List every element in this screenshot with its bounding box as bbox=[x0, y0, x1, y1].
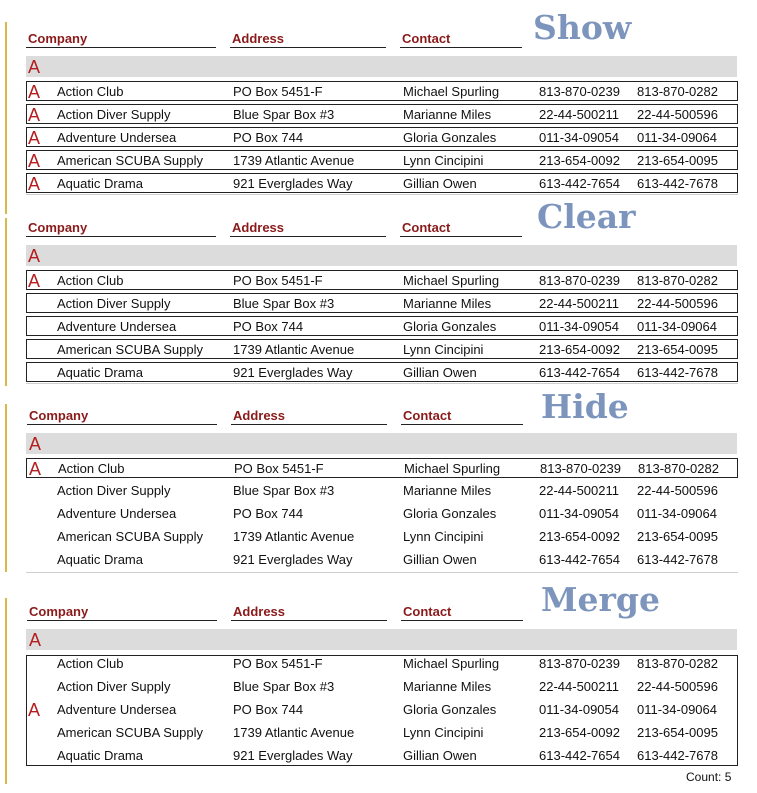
group-letter: A bbox=[29, 630, 42, 650]
table-row bbox=[26, 104, 738, 124]
address-cell: 1739 Atlantic Avenue bbox=[233, 342, 355, 357]
address-cell: PO Box 744 bbox=[233, 130, 304, 145]
company-cell: American SCUBA Supply bbox=[57, 153, 203, 168]
company-cell: Action Club bbox=[57, 84, 124, 99]
group-header-band bbox=[26, 56, 737, 77]
address-cell: 921 Everglades Way bbox=[233, 176, 353, 191]
company-cell: Aquatic Drama bbox=[57, 552, 143, 567]
contact-cell: Gloria Gonzales bbox=[403, 130, 497, 145]
contact-cell: Michael Spurling bbox=[403, 656, 500, 671]
phone-cell: 011-34-09054 bbox=[539, 130, 619, 145]
fax-cell: 213-654-0095 bbox=[637, 342, 718, 357]
company-cell: Aquatic Drama bbox=[57, 176, 143, 191]
fax-cell: 011-34-09064 bbox=[637, 702, 717, 717]
header-underline bbox=[26, 236, 216, 237]
contact-cell: Gillian Owen bbox=[403, 552, 477, 567]
table-row bbox=[26, 293, 738, 313]
phone-cell: 613-442-7654 bbox=[539, 365, 620, 380]
address-cell: Blue Spar Box #3 bbox=[233, 107, 335, 122]
fax-cell: 813-870-0282 bbox=[638, 461, 719, 476]
contact-cell: Gillian Owen bbox=[403, 748, 477, 763]
group-letter: A bbox=[28, 57, 41, 77]
fax-cell: 213-654-0095 bbox=[637, 153, 718, 168]
phone-cell: 213-654-0092 bbox=[539, 153, 620, 168]
fax-cell: 22-44-500596 bbox=[637, 483, 718, 498]
address-cell: Blue Spar Box #3 bbox=[233, 296, 335, 311]
header-underline bbox=[400, 47, 522, 48]
table-row bbox=[26, 700, 738, 720]
address-cell: PO Box 744 bbox=[233, 702, 304, 717]
contact-cell: Gloria Gonzales bbox=[403, 702, 497, 717]
address-cell: PO Box 744 bbox=[233, 319, 304, 334]
company-cell: American SCUBA Supply bbox=[57, 529, 203, 544]
report-section-show bbox=[0, 0, 757, 200]
phone-cell: 213-654-0092 bbox=[539, 529, 620, 544]
phone-cell: 813-870-0239 bbox=[539, 84, 620, 99]
contact-cell: Lynn Cincipini bbox=[403, 725, 484, 740]
table-row bbox=[26, 746, 738, 766]
section-title: Merge bbox=[541, 580, 660, 619]
section-title: Show bbox=[533, 8, 632, 47]
address-cell: 1739 Atlantic Avenue bbox=[233, 725, 355, 740]
header-underline bbox=[230, 47, 386, 48]
header-underline bbox=[27, 620, 217, 621]
contact-cell: Marianne Miles bbox=[403, 107, 492, 122]
table-row bbox=[26, 127, 738, 147]
company-cell: Adventure Undersea bbox=[57, 506, 177, 521]
contact-cell: Marianne Miles bbox=[403, 679, 492, 694]
column-header-address: Address bbox=[232, 220, 285, 235]
column-header-contact: Contact bbox=[403, 604, 452, 619]
row-group-letter: A bbox=[28, 700, 41, 720]
contact-cell: Michael Spurling bbox=[403, 84, 500, 99]
column-header-company: Company bbox=[28, 31, 88, 46]
group-letter: A bbox=[29, 434, 42, 454]
table-row bbox=[26, 504, 738, 524]
header-underline bbox=[401, 424, 523, 425]
phone-cell: 813-870-0239 bbox=[539, 273, 620, 288]
table-row bbox=[26, 677, 738, 697]
company-cell: Adventure Undersea bbox=[57, 319, 177, 334]
contact-cell: Lynn Cincipini bbox=[403, 529, 484, 544]
contact-cell: Michael Spurling bbox=[404, 461, 501, 476]
phone-cell: 613-442-7654 bbox=[539, 748, 620, 763]
table-row bbox=[26, 458, 738, 478]
table-row bbox=[26, 339, 738, 359]
contact-cell: Lynn Cincipini bbox=[403, 153, 484, 168]
company-cell: American SCUBA Supply bbox=[57, 725, 203, 740]
fax-cell: 613-442-7678 bbox=[637, 176, 718, 191]
column-header-contact: Contact bbox=[403, 408, 452, 423]
row-group-letter: A bbox=[28, 82, 41, 102]
phone-cell: 22-44-500211 bbox=[539, 483, 619, 498]
header-underline bbox=[27, 424, 217, 425]
column-header-address: Address bbox=[232, 31, 285, 46]
fax-cell: 213-654-0095 bbox=[637, 725, 718, 740]
table-row bbox=[26, 527, 738, 547]
contact-cell: Lynn Cincipini bbox=[403, 342, 484, 357]
company-cell: Aquatic Drama bbox=[57, 365, 143, 380]
header-underline bbox=[231, 424, 387, 425]
header-underline bbox=[231, 620, 387, 621]
company-cell: Aquatic Drama bbox=[57, 748, 143, 763]
row-group-letter: A bbox=[29, 459, 42, 479]
phone-cell: 813-870-0239 bbox=[539, 656, 620, 671]
address-cell: PO Box 5451-F bbox=[234, 461, 324, 476]
phone-cell: 213-654-0092 bbox=[539, 342, 620, 357]
address-cell: Blue Spar Box #3 bbox=[233, 483, 335, 498]
contact-cell: Marianne Miles bbox=[403, 296, 492, 311]
table-row bbox=[26, 723, 738, 743]
contact-cell: Gloria Gonzales bbox=[403, 319, 497, 334]
row-group-letter: A bbox=[28, 128, 41, 148]
phone-cell: 011-34-09054 bbox=[539, 506, 619, 521]
column-header-address: Address bbox=[233, 604, 286, 619]
contact-cell: Gillian Owen bbox=[403, 176, 477, 191]
column-header-contact: Contact bbox=[402, 31, 451, 46]
table-row bbox=[26, 270, 738, 290]
fax-cell: 813-870-0282 bbox=[637, 656, 718, 671]
fax-cell: 813-870-0282 bbox=[637, 273, 718, 288]
contact-cell: Gloria Gonzales bbox=[403, 506, 497, 521]
column-header-contact: Contact bbox=[402, 220, 451, 235]
fax-cell: 613-442-7678 bbox=[637, 748, 718, 763]
report-section-merge bbox=[0, 573, 757, 773]
phone-cell: 22-44-500211 bbox=[539, 679, 619, 694]
contact-cell: Gillian Owen bbox=[403, 365, 477, 380]
phone-cell: 22-44-500211 bbox=[539, 107, 619, 122]
fax-cell: 22-44-500596 bbox=[637, 679, 718, 694]
phone-cell: 011-34-09054 bbox=[539, 319, 619, 334]
company-cell: Action Diver Supply bbox=[57, 679, 171, 694]
company-cell: Action Diver Supply bbox=[57, 483, 171, 498]
company-cell: Adventure Undersea bbox=[57, 130, 177, 145]
fax-cell: 613-442-7678 bbox=[637, 552, 718, 567]
section-title: Clear bbox=[537, 197, 636, 236]
row-group-letter: A bbox=[28, 174, 41, 194]
fax-cell: 813-870-0282 bbox=[637, 84, 718, 99]
header-underline bbox=[400, 236, 522, 237]
contact-cell: Michael Spurling bbox=[403, 273, 500, 288]
fax-cell: 011-34-09064 bbox=[637, 506, 717, 521]
column-header-company: Company bbox=[29, 604, 89, 619]
phone-cell: 613-442-7654 bbox=[539, 552, 620, 567]
table-row bbox=[26, 150, 738, 170]
row-group-letter: A bbox=[28, 105, 41, 125]
column-header-company: Company bbox=[28, 220, 88, 235]
phone-cell: 613-442-7654 bbox=[539, 176, 620, 191]
address-cell: 1739 Atlantic Avenue bbox=[233, 153, 355, 168]
report-section-hide bbox=[0, 377, 757, 577]
table-row bbox=[26, 654, 738, 674]
report-section-clear bbox=[0, 189, 757, 389]
group-header-band bbox=[26, 245, 737, 266]
company-cell: Action Club bbox=[57, 273, 124, 288]
company-cell: American SCUBA Supply bbox=[57, 342, 203, 357]
header-underline bbox=[230, 236, 386, 237]
company-cell: Adventure Undersea bbox=[57, 702, 177, 717]
group-letter: A bbox=[28, 246, 41, 266]
group-header-band bbox=[26, 629, 737, 650]
fax-cell: 613-442-7678 bbox=[637, 365, 718, 380]
fax-cell: 011-34-09064 bbox=[637, 319, 717, 334]
company-cell: Action Club bbox=[57, 656, 124, 671]
fax-cell: 22-44-500596 bbox=[637, 107, 718, 122]
address-cell: 1739 Atlantic Avenue bbox=[233, 529, 355, 544]
row-group-letter: A bbox=[28, 151, 41, 171]
company-cell: Action Club bbox=[58, 461, 125, 476]
fax-cell: 011-34-09064 bbox=[637, 130, 717, 145]
fax-cell: 22-44-500596 bbox=[637, 296, 718, 311]
address-cell: PO Box 5451-F bbox=[233, 656, 323, 671]
address-cell: 921 Everglades Way bbox=[233, 748, 353, 763]
address-cell: Blue Spar Box #3 bbox=[233, 679, 335, 694]
group-header-band bbox=[26, 433, 737, 454]
column-header-company: Company bbox=[29, 408, 89, 423]
company-cell: Action Diver Supply bbox=[57, 107, 171, 122]
table-row bbox=[26, 316, 738, 336]
phone-cell: 213-654-0092 bbox=[539, 725, 620, 740]
phone-cell: 22-44-500211 bbox=[539, 296, 619, 311]
table-row bbox=[26, 550, 738, 570]
address-cell: 921 Everglades Way bbox=[233, 365, 353, 380]
table-row bbox=[26, 481, 738, 501]
row-group-letter: A bbox=[28, 271, 41, 291]
address-cell: 921 Everglades Way bbox=[233, 552, 353, 567]
company-cell: Action Diver Supply bbox=[57, 296, 171, 311]
address-cell: PO Box 744 bbox=[233, 506, 304, 521]
header-underline bbox=[26, 47, 216, 48]
section-title: Hide bbox=[541, 387, 629, 426]
contact-cell: Marianne Miles bbox=[403, 483, 492, 498]
fax-cell: 213-654-0095 bbox=[637, 529, 718, 544]
address-cell: PO Box 5451-F bbox=[233, 273, 323, 288]
header-underline bbox=[401, 620, 523, 621]
phone-cell: 813-870-0239 bbox=[540, 461, 621, 476]
address-cell: PO Box 5451-F bbox=[233, 84, 323, 99]
column-header-address: Address bbox=[233, 408, 286, 423]
phone-cell: 011-34-09054 bbox=[539, 702, 619, 717]
table-row bbox=[26, 81, 738, 101]
record-count: Count: 5 bbox=[686, 770, 732, 784]
